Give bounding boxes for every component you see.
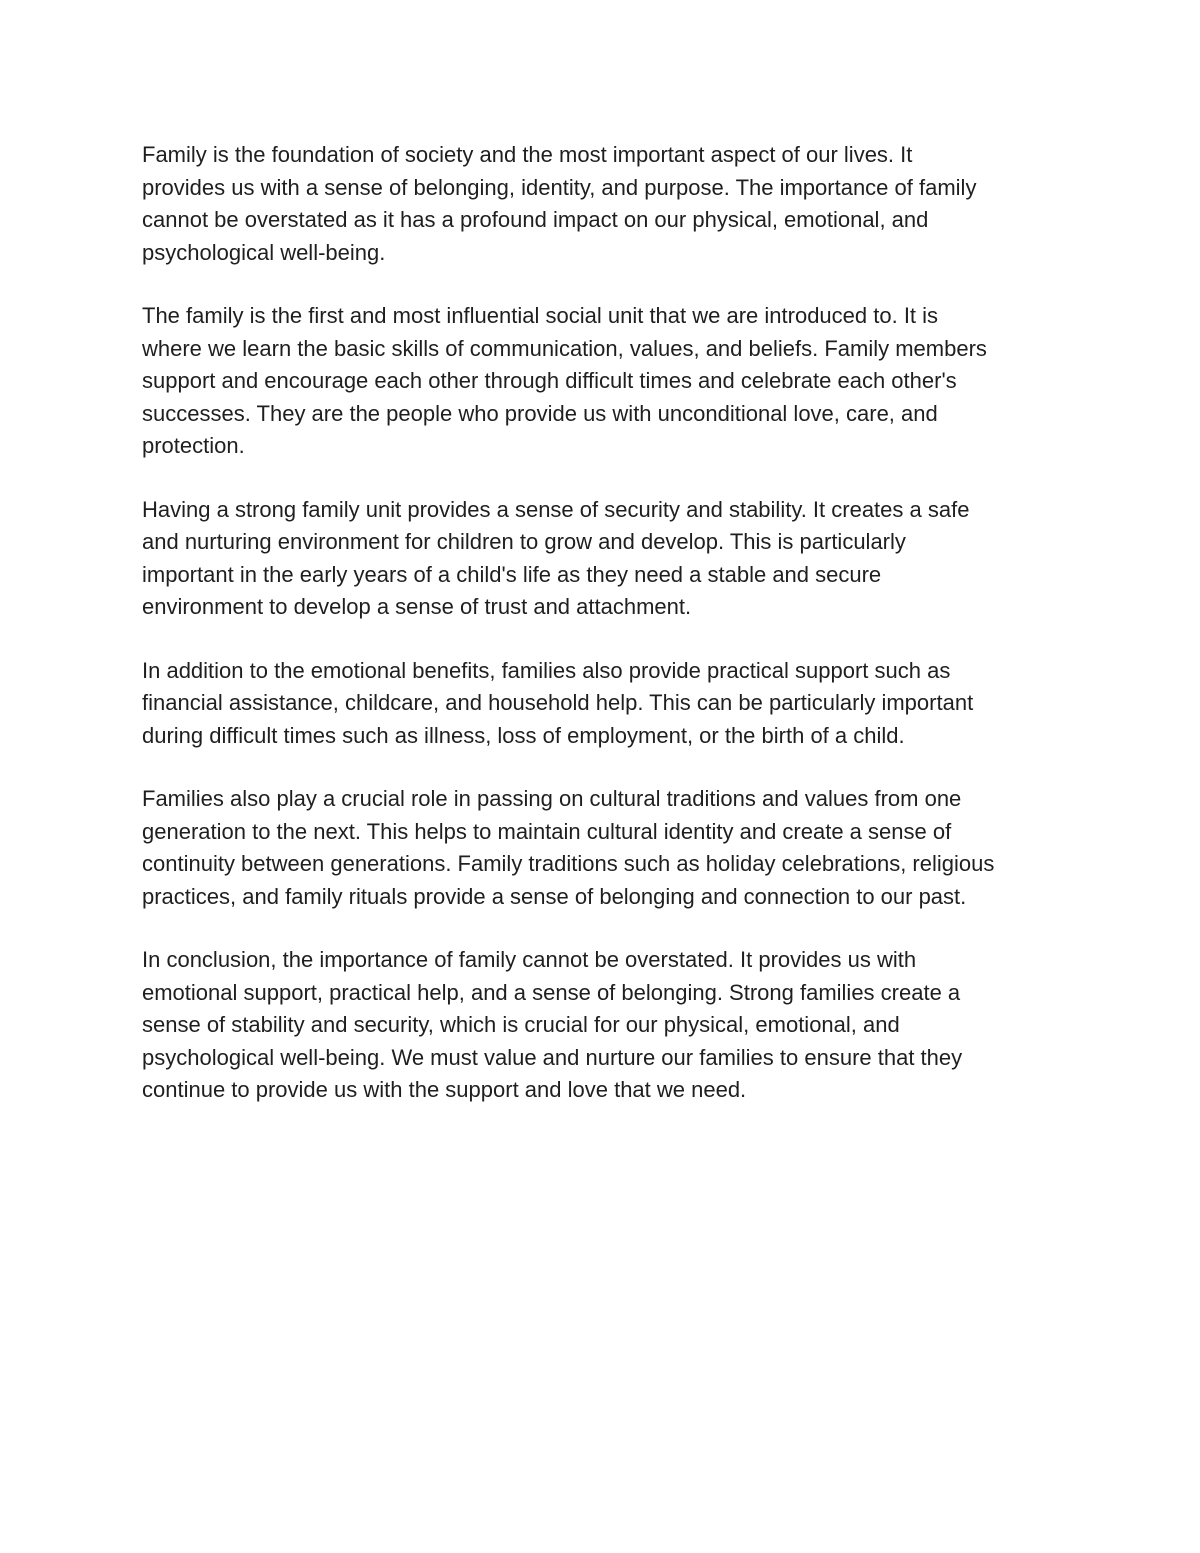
paragraph-2 <box>142 300 1072 463</box>
paragraph-line: sense of stability and security, which is crucial for our physical, emotional, and <box>142 1012 900 1037</box>
paragraph-line: In conclusion, the importance of family cannot be overstated. It provides us with <box>142 947 917 972</box>
paragraph-line: protection. <box>142 433 245 458</box>
paragraph-4 <box>142 655 1072 753</box>
paragraph-line: practices, and family rituals provide a sense of belonging and connection to our past. <box>142 883 967 909</box>
paragraph-line: support and encourage each other through difficult times and celebrate each other's <box>142 368 957 393</box>
paragraph-line: generation to the next. This helps to maintain cultural identity and create a sense of <box>142 818 952 844</box>
paragraph-line: continue to provide us with the support and love that we need. <box>142 1077 747 1102</box>
paragraph-line: Family is the foundation of society and the most important aspect of our lives. It <box>142 142 913 167</box>
paragraph-1 <box>142 139 1072 269</box>
paragraph-5 <box>142 783 1072 913</box>
paragraph-line: psychological well-being. We must value and nurture our families to ensure that they <box>142 1044 963 1070</box>
paragraph-line: provides us with a sense of belonging, identity, and purpose. The importance of family <box>142 174 977 200</box>
document-body <box>142 139 1072 1138</box>
paragraph-line: successes. They are the people who provide us with unconditional love, care, and <box>142 400 938 426</box>
paragraph-line: financial assistance, childcare, and household help. This can be particularly important <box>142 690 974 715</box>
paragraph-line: during difficult times such as illness, loss of employment, or the birth of a child. <box>142 722 905 748</box>
paragraph-line: and nurturing environment for children to grow and develop. This is particularly <box>142 529 906 554</box>
paragraph-line: environment to develop a sense of trust and attachment. <box>142 594 692 619</box>
paragraph-6 <box>142 944 1072 1107</box>
paragraph-line: important in the early years of a child's life as they need a stable and secure <box>142 561 882 587</box>
paragraph-3 <box>142 494 1072 624</box>
paragraph-line: continuity between generations. Family traditions such as holiday celebrations, religious <box>142 851 995 876</box>
paragraph-line: Having a strong family unit provides a sense of security and stability. It creates a safe <box>142 496 970 522</box>
paragraph-line: psychological well-being. <box>142 239 386 265</box>
paragraph-line: Families also play a crucial role in passing on cultural traditions and values from one <box>142 786 962 811</box>
paragraph-line: emotional support, practical help, and a sense of belonging. Strong families create a <box>142 979 961 1005</box>
paragraph-line: The family is the first and most influential social unit that we are introduced to. It is <box>142 303 939 328</box>
paragraph-line: cannot be overstated as it has a profound impact on our physical, emotional, and <box>142 207 929 232</box>
paragraph-line: In addition to the emotional benefits, families also provide practical support such as <box>142 657 951 683</box>
paragraph-line: where we learn the basic skills of communication, values, and beliefs. Family members <box>142 335 987 361</box>
